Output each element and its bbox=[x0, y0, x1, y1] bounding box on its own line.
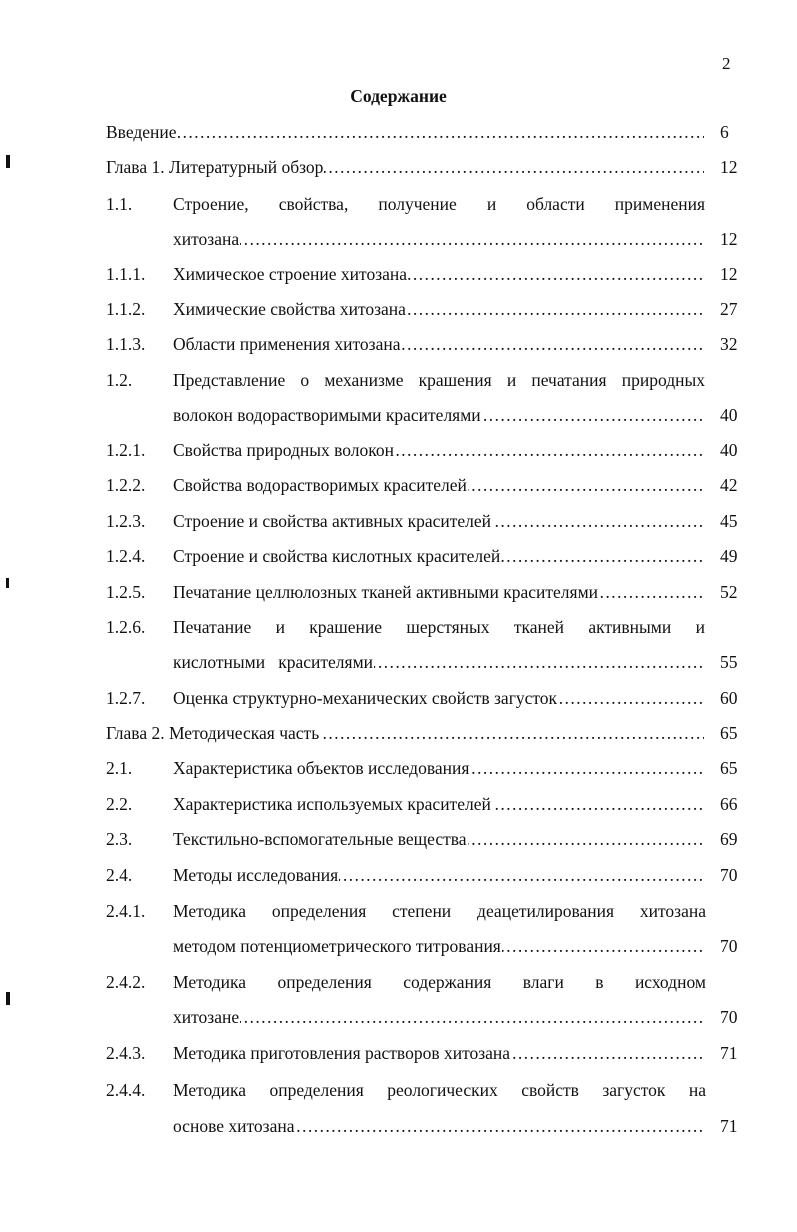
toc-entry-text: Текстильно-вспомогательные вещества bbox=[173, 829, 467, 849]
toc-entry-number: 1.1.2. bbox=[106, 299, 146, 319]
toc-entry-text-cont: хитозана bbox=[173, 229, 240, 249]
toc-entry-number: 2.3. bbox=[106, 829, 133, 849]
toc-entry-text: Печатание и крашение шерстяных тканей активными и bbox=[173, 617, 705, 637]
toc-entry-page: 12 bbox=[720, 264, 738, 284]
toc-entry-text: Характеристика объектов исследования bbox=[173, 758, 470, 778]
toc-entry-text: Химические свойства хитозана bbox=[173, 299, 406, 319]
toc-entry-number: 1.2.4. bbox=[106, 546, 146, 566]
toc-entry-text: Печатание целлюлозных тканей активными красителями bbox=[173, 582, 599, 602]
toc-entry-page: 32 bbox=[720, 334, 738, 354]
toc-entry-text: Строение и свойства активных красителей bbox=[173, 511, 492, 531]
toc-entry-page: 60 bbox=[720, 688, 738, 708]
toc-entry-page: 66 bbox=[720, 794, 738, 814]
toc-entry-text: Методы исследования bbox=[173, 865, 339, 885]
toc-entry-text: Свойства водорастворимых красителей bbox=[173, 475, 467, 495]
toc-entry-page: 40 bbox=[720, 440, 738, 460]
toc-entry-text: Оценка структурно-механических свойств загусток bbox=[173, 688, 558, 708]
toc-entry-text: Глава 2. Методическая часть bbox=[106, 723, 320, 743]
toc-entry-number: 2.4.3. bbox=[106, 1043, 146, 1063]
toc-entry-text-cont: волокон водорастворимыми красителями bbox=[173, 405, 481, 425]
toc-entry-text: Химическое строение хитозана bbox=[173, 264, 408, 284]
toc-entry-number: 2.4.2. bbox=[106, 972, 146, 992]
toc-entry-number: 2.4.1. bbox=[106, 901, 146, 921]
scan-mark bbox=[6, 155, 10, 168]
toc-entry-page: 12 bbox=[720, 157, 738, 177]
toc-entry-page: 71 bbox=[720, 1116, 738, 1136]
toc-entry-text: Глава 1. Литературный обзор bbox=[106, 157, 324, 177]
toc-entry-page: 55 bbox=[720, 652, 738, 672]
toc-entry-number: 1.1. bbox=[106, 194, 133, 214]
toc-entry-text: Строение и свойства кислотных красителей bbox=[173, 546, 501, 566]
toc-entry-text: Строение, свойства, получение и области применения bbox=[173, 194, 705, 214]
toc-entry-number: 1.2.6. bbox=[106, 617, 146, 637]
toc-entry-text: Свойства природных волокон bbox=[173, 440, 395, 460]
toc-entry-text: Введение bbox=[106, 122, 177, 142]
toc-entry-page: 70 bbox=[720, 1007, 738, 1027]
toc-entry-number: 1.2. bbox=[106, 370, 133, 390]
toc-entry-page: 42 bbox=[720, 475, 738, 495]
scan-mark bbox=[6, 578, 9, 588]
page-title: Содержание bbox=[350, 86, 447, 106]
toc-entry-text-cont: основе хитозана bbox=[173, 1116, 295, 1136]
toc-entry-text-cont: методом потенциометрического титрования bbox=[173, 936, 501, 956]
toc-entry-number: 1.1.1. bbox=[106, 264, 146, 284]
toc-entry-number: 1.2.2. bbox=[106, 475, 146, 495]
toc-entry-text: Методика определения степени деацетилирования хитозана bbox=[173, 901, 706, 921]
toc-entry-page: 45 bbox=[720, 511, 738, 531]
toc-entry-page: 40 bbox=[720, 405, 738, 425]
toc-entry-page: 52 bbox=[720, 582, 738, 602]
toc-entry-text: Представление о механизме крашения и печатания природных bbox=[173, 370, 705, 390]
toc-entry-number: 1.2.7. bbox=[106, 688, 146, 708]
toc-entry-number: 2.2. bbox=[106, 794, 133, 814]
toc-entry-page: 27 bbox=[720, 299, 738, 319]
toc-entry-page: 69 bbox=[720, 829, 738, 849]
toc-entry-number: 2.1. bbox=[106, 758, 133, 778]
toc-entry-page: 70 bbox=[720, 865, 738, 885]
scan-mark bbox=[6, 992, 10, 1005]
toc-entry-number: 1.1.3. bbox=[106, 334, 146, 354]
toc-entry-page: 6 bbox=[720, 122, 729, 142]
toc-entry-text: Методика приготовления растворов хитозана bbox=[173, 1043, 511, 1063]
toc-entry-page: 70 bbox=[720, 936, 738, 956]
toc-entry-text-cont: кислотными красителями bbox=[173, 652, 374, 672]
toc-entry-page: 65 bbox=[720, 758, 738, 778]
toc-entry-text: Методика определения содержания влаги в исходном bbox=[173, 972, 706, 992]
toc-entry-text: Характеристика используемых красителей bbox=[173, 794, 491, 814]
toc-entry-number: 1.2.3. bbox=[106, 511, 146, 531]
toc-entry-page: 12 bbox=[720, 229, 738, 249]
toc-entry-page: 65 bbox=[720, 723, 738, 743]
toc-entry-number: 2.4.4. bbox=[106, 1080, 146, 1100]
toc-entry-number: 2.4. bbox=[106, 865, 133, 885]
toc-entry-number: 1.2.1. bbox=[106, 440, 146, 460]
toc-entry-number: 1.2.5. bbox=[106, 582, 146, 602]
page-number: 2 bbox=[722, 54, 731, 73]
toc-entry-text: Области применения хитозана bbox=[173, 334, 401, 354]
toc-entry-page: 49 bbox=[720, 546, 738, 566]
toc-entry-page: 71 bbox=[720, 1043, 738, 1063]
toc-entry-text-cont: хитозане bbox=[173, 1007, 240, 1027]
toc-entry-text: Методика определения реологических свойств загусток на bbox=[173, 1080, 706, 1100]
